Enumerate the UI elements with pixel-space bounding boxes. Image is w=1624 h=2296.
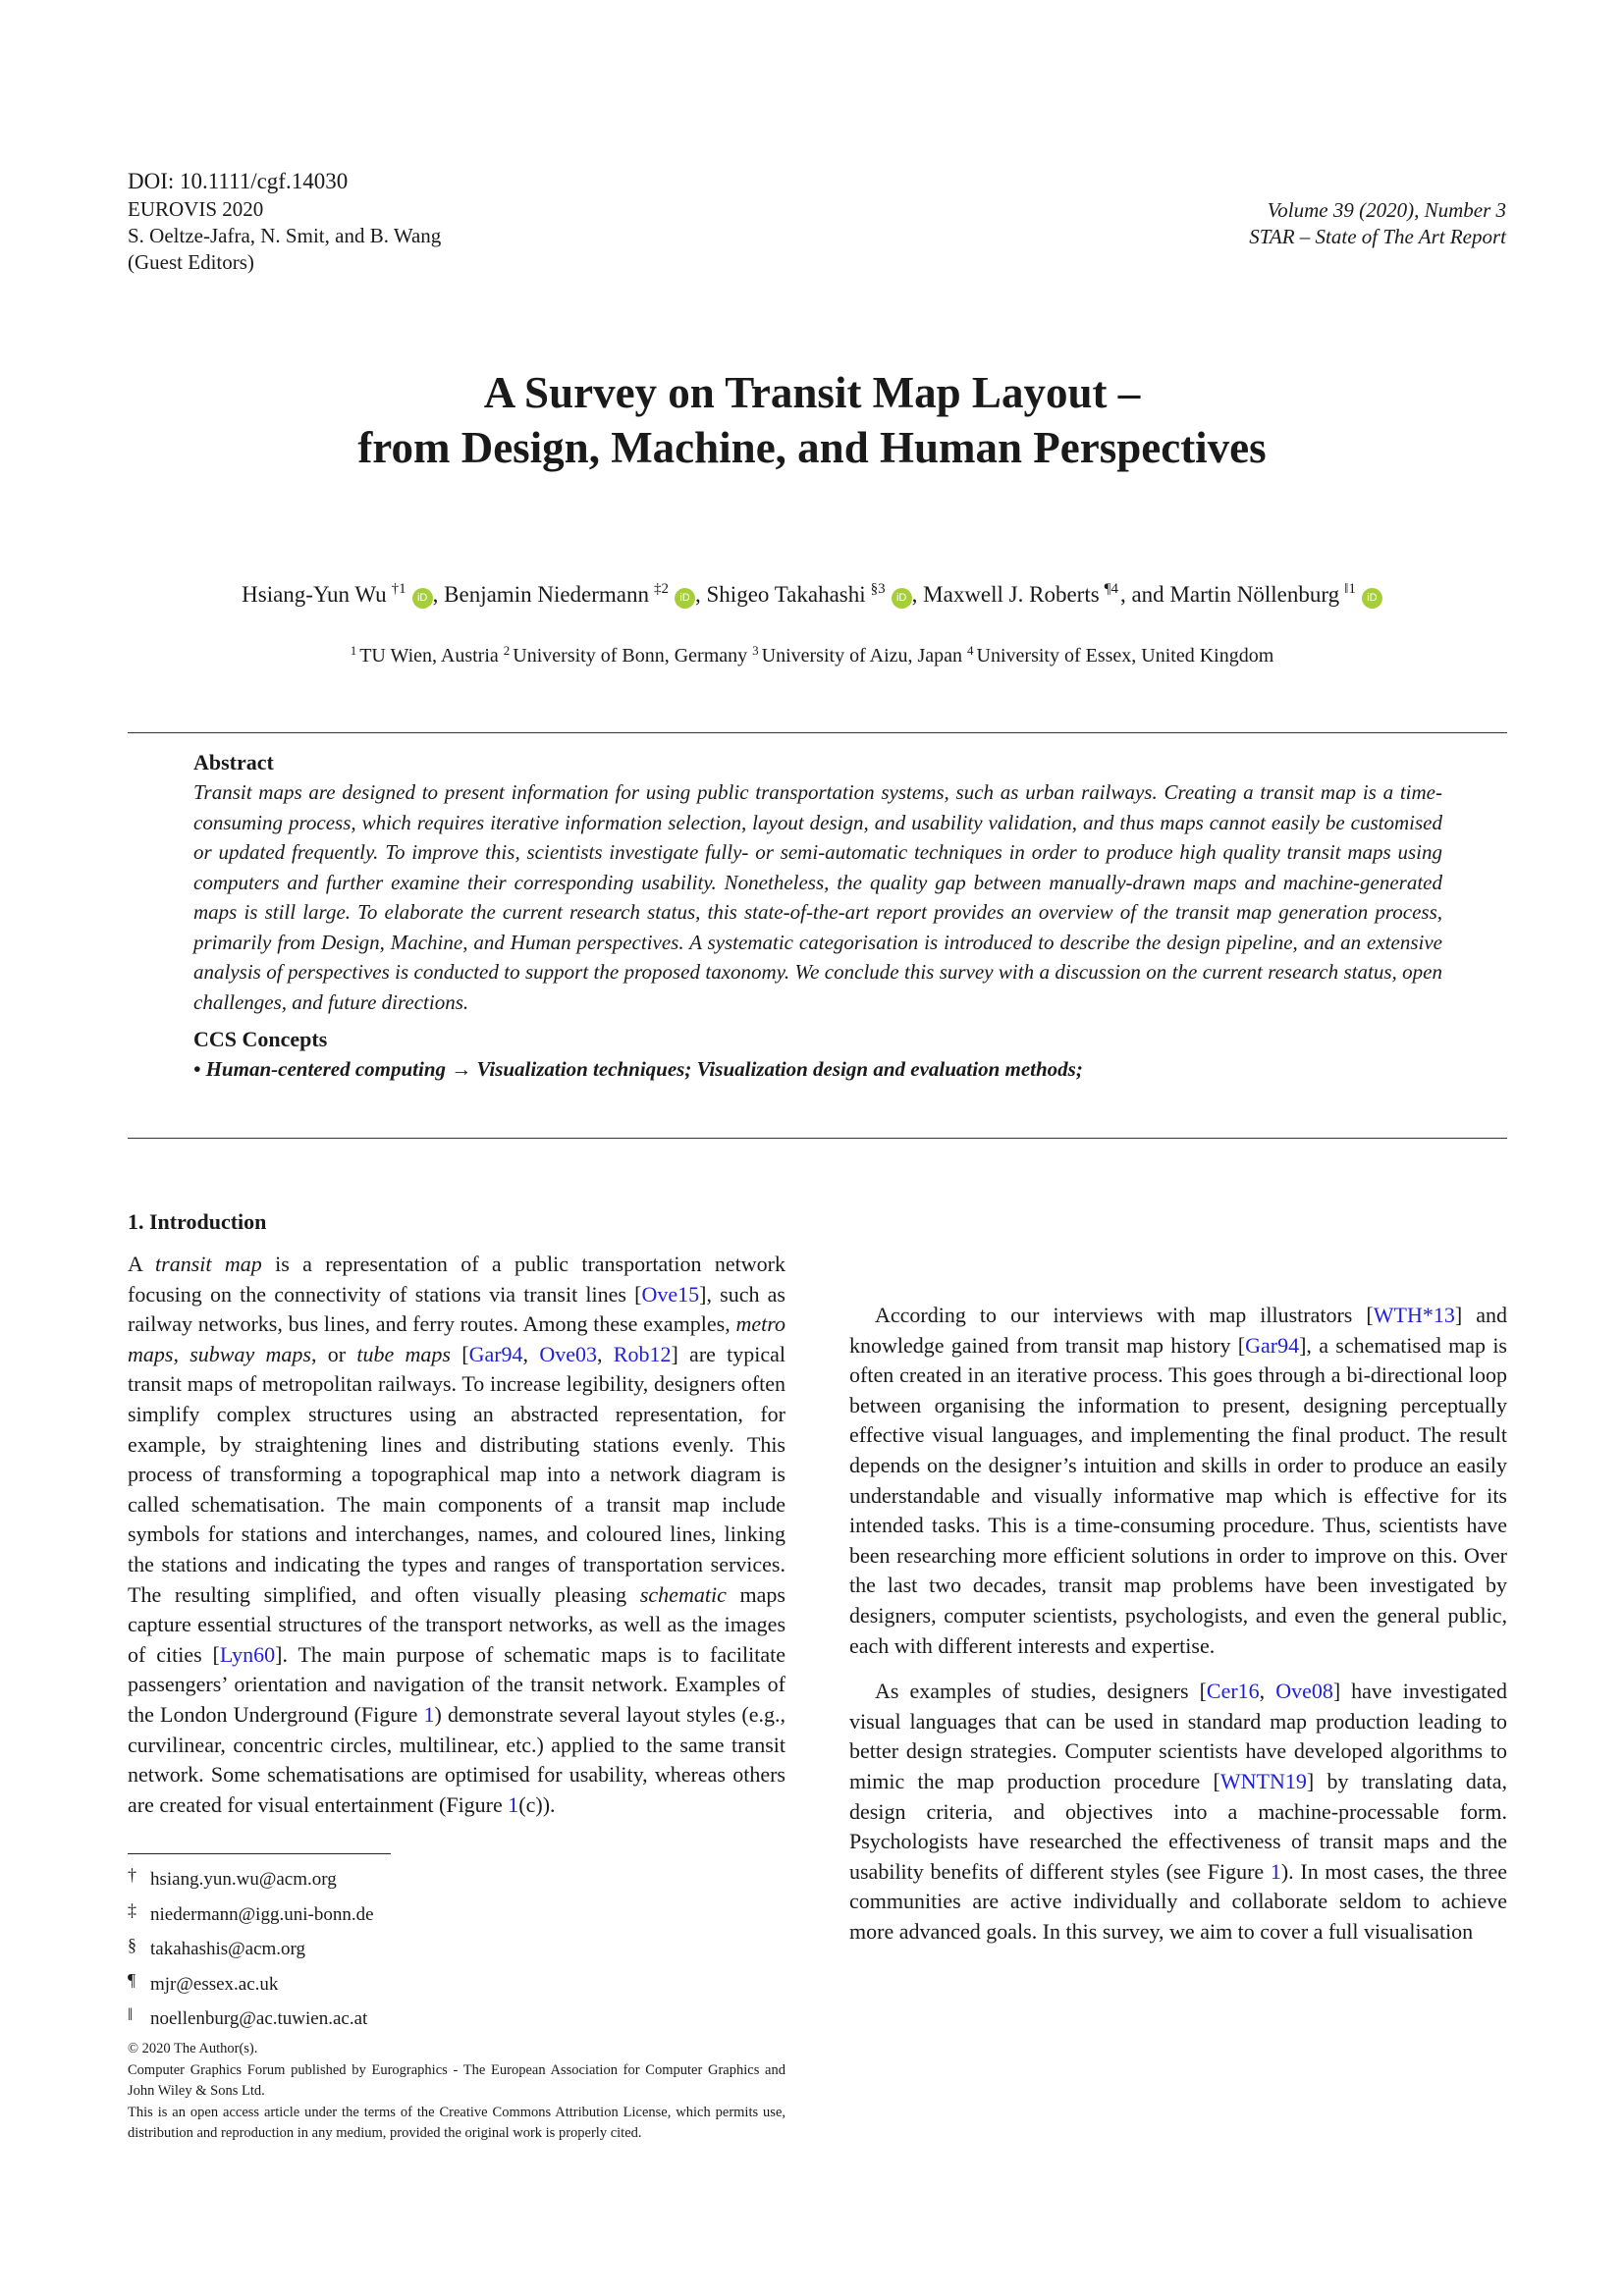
- intro-paragraph-2: According to our interviews with map illustrators [WTH*13] and knowledge gained from transit map history [Gar94], a schematised map is often created in an iterative process. This goes through a bi-directional loop between organising the information to present, designing perceptually effective visual languages, and implementing the final product. The result depends on the designer’s intuition and skills in order to produce an easily understandable and visually informative map which is effective for its intended tasks. This is a time-consuming procedure. Thus, scientists have been researching more efficient solutions in order to improve on this. Over the last two decades, transit map problems have been investigated by designers, computer scientists, psychologists, and even the general public, each with different interests and expertise.: [849, 1303, 1507, 1658]
- copyright-notice: [128, 2039, 785, 2145]
- citation-link[interactable]: Gar94: [1245, 1332, 1300, 1358]
- footnote-item: [128, 1896, 374, 1931]
- citation-link[interactable]: Cer16: [1206, 1679, 1260, 1704]
- citation-link[interactable]: Gar94: [468, 1341, 523, 1366]
- author-list: [0, 574, 1624, 610]
- abstract-top-divider: [128, 732, 1507, 733]
- citation-link[interactable]: WTH*13: [1373, 1303, 1455, 1327]
- footnote-mark: ‡: [128, 1899, 136, 1920]
- journal-header-right: [1249, 197, 1506, 250]
- footnote-mark: §: [128, 1935, 136, 1954]
- left-column: [128, 1207, 785, 1820]
- author-email[interactable]: takahashis@acm.org: [150, 1939, 306, 1959]
- orcid-icon[interactable]: iD: [892, 588, 912, 609]
- ccs-heading: CCS Concepts: [193, 1027, 328, 1051]
- abstract-bottom-divider: [128, 1138, 1507, 1139]
- title-line-1: A Survey on Transit Map Layout –: [483, 368, 1141, 417]
- affiliation-name: University of Bonn, Germany: [513, 645, 748, 667]
- editors-role-label: (Guest Editors): [128, 250, 254, 274]
- affiliation-name: TU Wien, Austria: [359, 645, 499, 667]
- author-affiliation-mark: ‖1: [1344, 581, 1356, 597]
- ccs-concepts: • Human-centered computing → Visualization techniques; Visualization design and evaluation methods;: [193, 1057, 1083, 1081]
- abstract-section: [193, 748, 1442, 1085]
- citation-link[interactable]: Ove15: [641, 1281, 700, 1307]
- abstract-heading: Abstract: [193, 750, 274, 774]
- affiliation-list: [0, 638, 1624, 668]
- report-type-label: STAR – State of The Art Report: [1249, 225, 1506, 248]
- author-separator: ,: [695, 582, 707, 607]
- citation-link[interactable]: Rob12: [613, 1341, 672, 1366]
- editors-label: S. Oeltze-Jafra, N. Smit, and B. Wang: [128, 224, 442, 247]
- intro-paragraph-3: As examples of studies, designers [Cer16, Ove08] have investigated visual languages that can be used in standard map production leading to better design strategies. Computer scientists have developed algorithms to mimic the map production procedure [WNTN19] by translating data, design criteria, and objectives into a machine-processable form. Psychologists have researched the effectiveness of transit maps and the usability benefits of different styles (see Figure 1). In most cases, the three communities are active individually and collaborate seldom to achieve more advanced goals. In this survey, we aim to cover a full visualisation: [849, 1679, 1508, 1944]
- author-affiliation-mark: §3: [870, 581, 886, 597]
- volume-label: Volume 39 (2020), Number 3: [1267, 198, 1506, 222]
- affiliation-number: 4: [967, 643, 974, 658]
- footnote-mark: †: [128, 1865, 136, 1885]
- license-line: This is an open access article under the terms of the Creative Commons Attribution License, which permits use, distribution and reproduction in any medium, provided the original work is properly cited.: [128, 2104, 785, 2141]
- affiliation-number: 3: [752, 643, 759, 658]
- author-email[interactable]: hsiang.yun.wu@acm.org: [150, 1869, 337, 1890]
- footnote-mark: ¶: [128, 1969, 136, 1990]
- title-line-2: from Design, Machine, and Human Perspectives: [357, 423, 1267, 472]
- orcid-icon[interactable]: iD: [675, 588, 695, 609]
- affiliation-number: 2: [503, 643, 511, 658]
- author-separator: ,: [911, 582, 924, 607]
- affiliation-name: University of Essex, United Kingdom: [976, 645, 1274, 667]
- author-affiliation-mark: ¶4: [1104, 581, 1118, 597]
- abstract-text: Transit maps are designed to present information for using public transportation systems, such as urban railways. Creating a transit map is a time-consuming process, which requires iterative information selection, layout design, and usability validation, and thus maps cannot easily be customised or updated frequently. To improve this, scientists investigate fully- or semi-automatic techniques in order to produce high quality transit maps using computers and further examine their corresponding usability. Nonetheless, the quality gap between manually-drawn maps and machine-generated maps is still large. To elaborate the current research status, this state-of-the-art report provides an overview of the transit map generation process, primarily from Design, Machine, and Human perspectives. A systematic categorisation is introduced to describe the design pipeline, and an extensive analysis of perspectives is conducted to support the proposed taxonomy. We conclude this survey with a discussion on the current research status, open challenges, and future directions.: [193, 780, 1442, 1014]
- footnote-item: [128, 1965, 374, 2001]
- citation-link[interactable]: WNTN19: [1219, 1768, 1307, 1793]
- footnote-item: [128, 1930, 374, 1965]
- right-column: [849, 1301, 1507, 1947]
- figure-link[interactable]: 1: [1270, 1858, 1281, 1884]
- affiliation-name: University of Aizu, Japan: [761, 645, 963, 667]
- author-email[interactable]: mjr@essex.ac.uk: [150, 1973, 279, 1995]
- publisher-line: Computer Graphics Forum published by Eurographics - The European Association for Computer Graphics and John Wiley & Sons Ltd.: [128, 2061, 785, 2099]
- orcid-icon[interactable]: iD: [1362, 588, 1382, 609]
- paper-title: [0, 365, 1624, 475]
- footnote-item: [128, 2000, 374, 2035]
- footnote-divider: [128, 1853, 391, 1854]
- author-name: Benjamin Niedermann: [444, 582, 650, 607]
- footnote-item: [128, 1860, 374, 1896]
- author-name: Shigeo Takahashi: [706, 582, 866, 607]
- author-affiliation-mark: ‡2: [654, 581, 670, 597]
- citation-link[interactable]: Ove08: [1275, 1679, 1333, 1704]
- footnote-mark: ‖: [128, 2004, 134, 2024]
- citation-link[interactable]: Ove03: [539, 1341, 597, 1366]
- author-separator: ,: [432, 582, 445, 607]
- author-name: Martin Nöllenburg: [1169, 582, 1340, 607]
- author-name: Maxwell J. Roberts: [923, 582, 1100, 607]
- intro-paragraph-1: A transit map is a representation of a public transportation network focusing on the connectivity of stations via transit lines [Ove15], such as railway networks, bus lines, and ferry routes. Among these examples, metro maps, subway maps, or tube maps [Gar94, Ove03, Rob12] are typical transit maps of metropolitan railways. To increase legibility, designers often simplify complex structures using an abstracted representation, for example, by straightening lines and distributing stations evenly. This process of transforming a topographical map into a network diagram is called schematisation. The main components of a transit map include symbols for stations and interchanges, names, and coloured lines, linking the stations and indicating the types and ranges of transportation services. The resulting simplified, and often visually pleasing schematic maps capture essential structures of the transport networks, as well as the images of cities [Lyn60]. The main purpose of schematic maps is to facilitate passengers’ orientation and navigation of the transit network. Examples of the London Underground (Figure 1) demonstrate several layout styles (e.g., curvilinear, concentric circles, multilinear, etc.) applied to the same transit network. Some schematisations are optimised for usability, whereas others are created for visual entertainment (Figure 1(c)).: [128, 1252, 786, 1817]
- figure-link[interactable]: 1: [423, 1701, 435, 1727]
- journal-header-left: [128, 167, 441, 276]
- author-name: Hsiang-Yun Wu: [242, 582, 387, 607]
- affiliation-number: 1: [350, 643, 357, 658]
- citation-link[interactable]: Lyn60: [219, 1641, 276, 1667]
- copyright-line: © 2020 The Author(s).: [128, 2041, 258, 2056]
- figure-link[interactable]: 1: [508, 1791, 519, 1817]
- orcid-icon[interactable]: iD: [412, 588, 433, 609]
- author-email[interactable]: niedermann@igg.uni-bonn.de: [150, 1903, 374, 1925]
- author-separator: , and: [1119, 582, 1170, 607]
- author-affiliation-mark: †1: [391, 581, 406, 597]
- author-email[interactable]: noellenburg@ac.tuwien.ac.at: [150, 2008, 368, 2029]
- doi-label[interactable]: DOI: 10.1111/cgf.14030: [128, 169, 349, 193]
- conference-label: EUROVIS 2020: [128, 197, 264, 221]
- section-heading-introduction: 1. Introduction: [128, 1209, 267, 1234]
- footnote-list: [128, 1860, 374, 2035]
